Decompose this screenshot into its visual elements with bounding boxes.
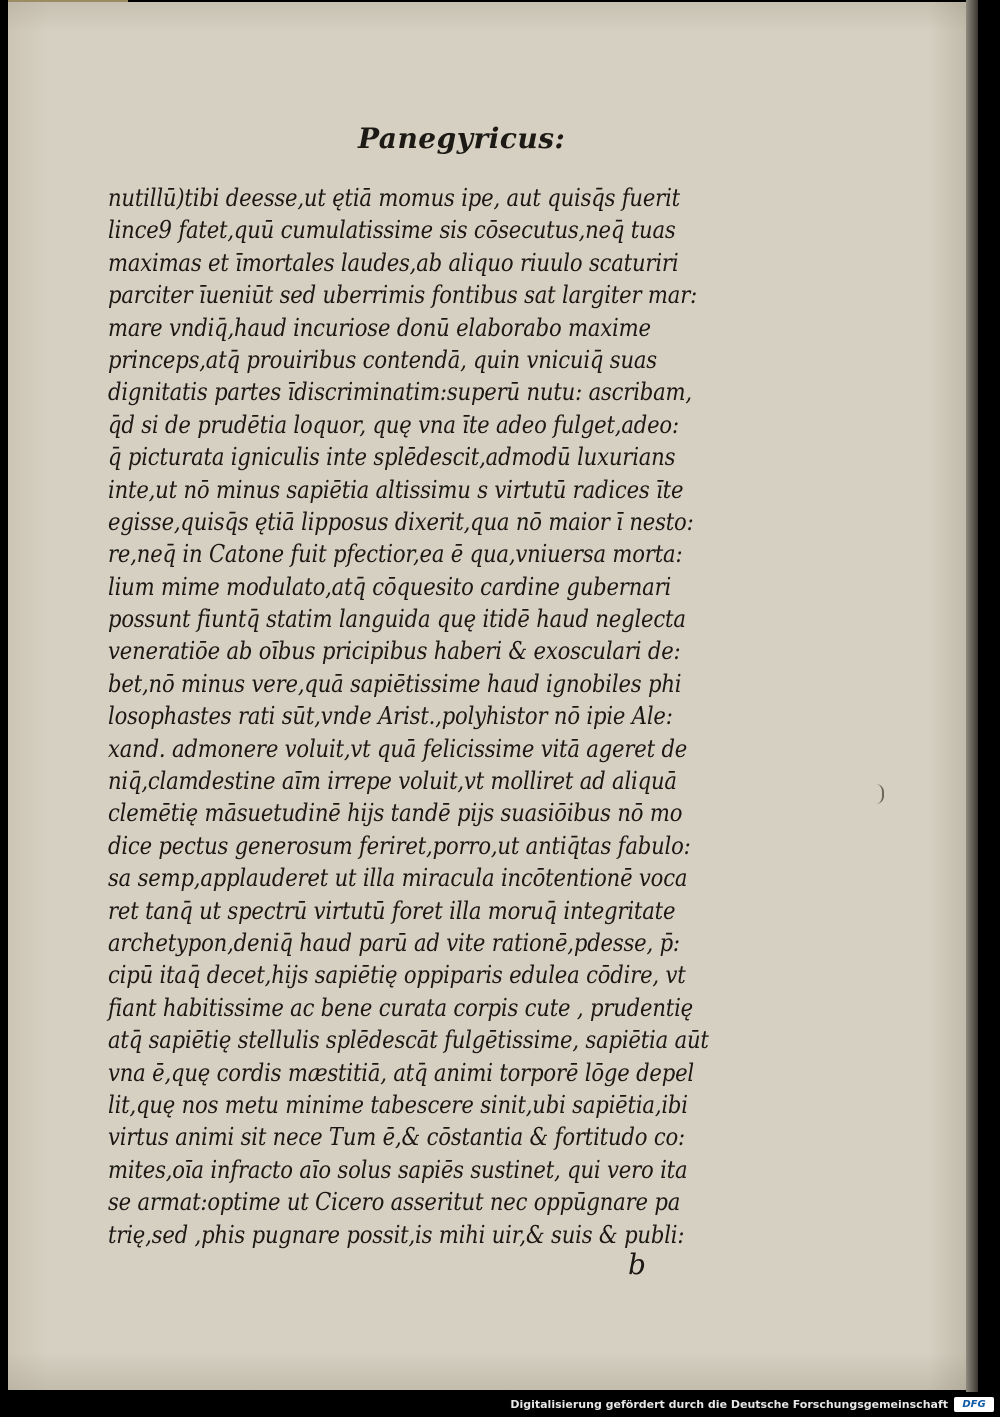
text-line: q̄ picturata igniculis inte splēdescit,admodū luxurians xyxy=(108,443,676,472)
text-line: inte,ut nō minus sapiētia altissimu s virtutū radices īte xyxy=(108,475,684,504)
text-line: bet,nō minus vere,quā sapiētissime haud ignobiles phi xyxy=(108,669,682,698)
text-line: losophastes rati sūt,vnde Arist.,polyhistor nō ipie Ale: xyxy=(108,702,673,731)
text-line: virtus animi sit nece Tum ē,& cōstantia & fortitudo co: xyxy=(108,1123,685,1152)
book-page xyxy=(8,2,970,1390)
text-line: atq̄ sapiētię stellulis splēdescāt fulgētissime, sapiētia aūt xyxy=(108,1026,709,1055)
text-line: sa semp,applauderet ut illa miracula incōtentionē voca xyxy=(108,864,688,893)
text-line: veneratiōe ab oībus pricipibus haberi & exosculari de: xyxy=(108,637,681,666)
text-line: ret tanq̄ ut spectrū virtutū foret illa moruq̄ integritate xyxy=(108,896,676,925)
footer-credit: Digitalisierung gefördert durch die Deutsche Forschungsgemeinschaft xyxy=(510,1398,948,1411)
text-block xyxy=(108,182,768,1251)
text-line: q̄d si de prudētia loquor, quę vna īte adeo fulget,adeo: xyxy=(108,410,679,439)
text-line: princeps,atq̄ prouiribus contendā, quin vnicuiq̄ suas xyxy=(108,345,657,374)
text-line: re,neq̄ in Catone fuit pfectior,ea ē qua,vniuersa morta: xyxy=(108,540,683,569)
text-line: dignitatis partes īdiscriminatim:superū nutu: ascribam, xyxy=(108,378,692,407)
text-line: egisse,quisq̄s ętiā lipposus dixerit,qua nō maior ī nesto: xyxy=(108,507,694,536)
text-line: clemētię māsuetudinē hijs tandē pijs suasiōibus nō mo xyxy=(108,799,683,828)
text-line: fiant habitissime ac bene curata corpis cute , prudentię xyxy=(108,993,693,1022)
text-line: dice pectus generosum feriret,porro,ut antiq̄tas fabulo: xyxy=(108,831,691,860)
text-line: possunt fiuntq̄ statim languida quę itidē haud neglecta xyxy=(108,605,686,634)
text-line: trię,sed ,phis pugnare possit,is mihi uir,& suis & publi: xyxy=(108,1220,685,1249)
dfg-logo[interactable]: DFG xyxy=(954,1397,994,1412)
text-line: parciter īueniūt sed uberrimis fontibus sat largiter mar: xyxy=(108,281,698,310)
running-head: Panegyricus: xyxy=(358,122,566,155)
text-line: cipū itaq̄ decet,hijs sapiētię oppiparis edulea cōdire, vt xyxy=(108,961,686,990)
text-line: lince9 fatet,quū cumulatissime sis cōsecutus,neq̄ tuas xyxy=(108,216,676,245)
text-line: niq̄,clamdestine aīm irrepe voluit,vt molliret ad aliquā xyxy=(108,767,677,796)
text-line: lit,quę nos metu minime tabescere sinit,ubi sapiētia,ibi xyxy=(108,1090,688,1119)
text-line: se armat:optime ut Cicero asseritut nec oppūgnare pa xyxy=(108,1188,681,1217)
margin-mark xyxy=(876,784,884,804)
text-line: mare vndiq̄,haud incuriose donū elaborabo maxime xyxy=(108,313,651,342)
page-right-edge xyxy=(966,0,978,1392)
text-line: archetypon,deniq̄ haud parū ad vite rationē,pdesse, p̄: xyxy=(108,928,680,957)
text-line: mites,oīa infracto aīo solus sapiēs sustinet, qui vero ita xyxy=(108,1155,688,1184)
text-line: lium mime modulato,atq̄ cōquesito cardine gubernari xyxy=(108,572,672,601)
text-line: nutillū)tibi deesse,ut ętiā momus ipe, aut quisq̄s fuerit xyxy=(108,184,680,212)
text-line: xand. admonere voluit,vt quā felicissime vitā ageret de xyxy=(108,734,688,763)
text-line: maximas et īmortales laudes,ab aliquo riuulo scaturiri xyxy=(108,248,679,277)
text-line: vna ē,quę cordis mæstitiā, atq̄ animi torporē lōge depel xyxy=(108,1058,694,1087)
signature-mark: b xyxy=(628,1248,646,1281)
